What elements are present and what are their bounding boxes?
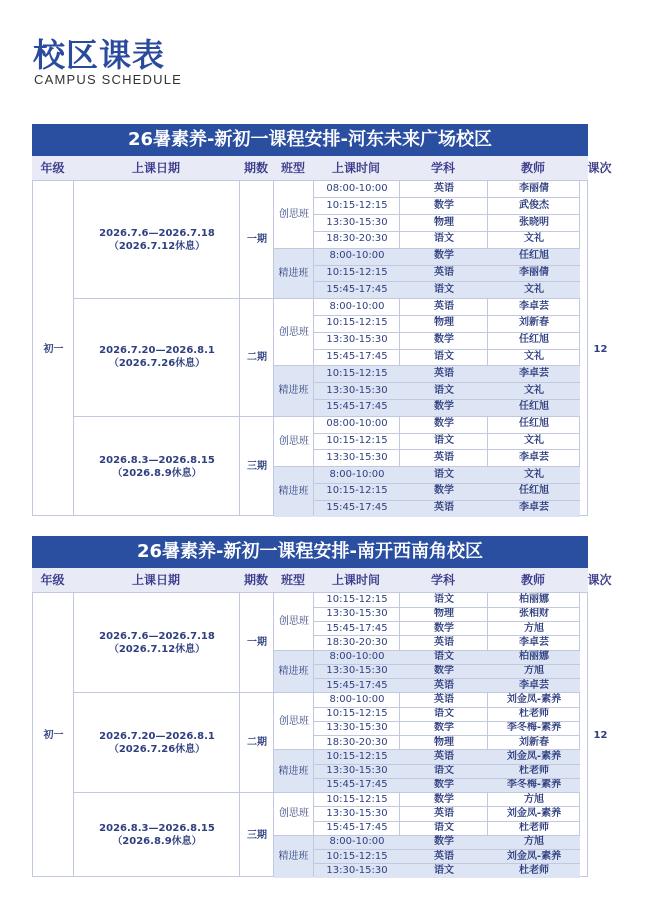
teacher: 李卓芸 [519, 502, 549, 514]
row-divider [314, 635, 580, 636]
class-type-cell: 精进班 [274, 467, 313, 517]
class-time: 13:30-15:30 [326, 722, 388, 734]
subject: 英语 [434, 183, 454, 194]
column-header: 年级 [40, 573, 65, 587]
teacher: 杜老师 [519, 765, 549, 776]
schedule-table [32, 536, 612, 877]
teacher: 杜老师 [519, 864, 549, 876]
class-time: 13:30-15:30 [326, 384, 388, 396]
column-header: 期数 [243, 573, 268, 587]
class-time: 15:45-17:45 [326, 283, 388, 295]
subject: 语文 [434, 651, 454, 662]
teacher: 刘金凤-素养 [506, 850, 562, 862]
lesson-count-cell: 12 [593, 730, 608, 741]
subject: 语文 [434, 233, 454, 245]
class-time: 13:30-15:30 [326, 864, 388, 876]
period-name-cell: 一期 [247, 234, 267, 246]
row-divider [314, 764, 580, 765]
subject: 数学 [434, 250, 454, 262]
subject: 英语 [434, 267, 454, 278]
teacher: 杜老师 [519, 708, 549, 719]
subject: 英语 [434, 679, 454, 691]
teacher: 方旭 [524, 622, 544, 634]
subject: 英语 [434, 636, 454, 648]
class-type-cell: 精进班 [274, 750, 313, 793]
row-divider [314, 349, 580, 350]
teacher: 方旭 [524, 836, 544, 848]
row-divider [314, 778, 580, 779]
class-type-cell: 精进班 [274, 366, 313, 416]
class-type-cell: 创思班 [279, 209, 309, 221]
period-name-cell: 二期 [247, 351, 267, 363]
schedule-title: 26暑素养-新初一课程安排-河东未来广场校区 [32, 124, 588, 156]
row-divider [314, 315, 580, 316]
period-dates-cell [74, 793, 240, 879]
subject: 数学 [434, 665, 454, 677]
row-divider [314, 849, 580, 850]
period-dates-cell [74, 593, 240, 693]
column-header: 学科 [430, 573, 455, 587]
subject: 物理 [434, 608, 454, 620]
teacher: 李丽倩 [519, 267, 549, 278]
row-divider [314, 231, 580, 232]
period-rest-day: （2026.7.26休息） [108, 358, 206, 370]
teacher: 李卓芸 [519, 679, 549, 691]
class-type-cell: 创思班 [279, 808, 309, 820]
class-time: 10:15-12:15 [326, 850, 388, 862]
subject: 英语 [434, 850, 454, 862]
row-divider [314, 707, 580, 708]
period-dates: 2026.7.20—2026.8.1 [99, 345, 215, 357]
teacher: 方旭 [524, 665, 544, 677]
row-divider [314, 621, 580, 622]
row-divider [314, 382, 580, 383]
subject: 英语 [434, 807, 454, 819]
class-type-cell: 创思班 [279, 326, 309, 338]
column-header: 班型 [280, 573, 305, 587]
subject: 英语 [434, 502, 454, 514]
row-divider [314, 433, 580, 434]
column-header: 上课日期 [131, 573, 180, 587]
class-time: 10:15-12:15 [326, 199, 388, 211]
column-header: 上课日期 [131, 161, 180, 175]
row-divider [314, 197, 580, 198]
lesson-count-cell: 12 [593, 343, 608, 355]
teacher: 文礼 [524, 351, 544, 362]
subject: 语文 [434, 351, 454, 362]
class-time: 10:15-12:15 [326, 367, 388, 379]
class-time: 8:00-10:00 [329, 836, 385, 848]
row-divider [314, 806, 580, 807]
subject: 数学 [434, 199, 454, 211]
teacher: 文礼 [524, 233, 544, 245]
subject: 数学 [434, 793, 454, 805]
class-time: 15:45-17:45 [326, 401, 388, 413]
subject: 语文 [434, 765, 454, 776]
subject: 物理 [434, 216, 454, 228]
teacher: 刘金凤-素养 [506, 750, 562, 762]
subject: 数学 [434, 334, 454, 346]
row-divider [314, 821, 580, 822]
page-subtitle: CAMPUS SCHEDULE [34, 72, 183, 87]
period-dates: 2026.7.6—2026.7.18 [99, 630, 215, 642]
row-divider [314, 449, 580, 450]
row-divider [314, 500, 580, 501]
period-rest-day: （2026.7.12休息） [108, 643, 206, 655]
class-type-cell: 创思班 [279, 435, 309, 447]
teacher: 刘金凤-素养 [506, 807, 562, 819]
period-dates-cell [74, 181, 240, 299]
teacher: 刘新春 [519, 736, 549, 748]
teacher: 文礼 [524, 468, 544, 480]
subject: 语文 [434, 384, 454, 396]
subject: 英语 [434, 367, 454, 379]
table-header [32, 568, 612, 592]
class-time: 8:00-10:00 [329, 300, 385, 312]
grade-cell: 初一 [43, 343, 64, 355]
teacher: 文礼 [524, 435, 544, 446]
teacher: 杜老师 [519, 822, 549, 833]
subject: 数学 [434, 836, 454, 848]
class-time: 13:30-15:30 [326, 765, 388, 776]
subject: 语文 [434, 708, 454, 719]
period-rest-day: （2026.7.26休息） [108, 743, 206, 755]
period-name-cell: 三期 [247, 461, 267, 473]
subject: 语文 [434, 283, 454, 295]
column-header: 上课时间 [331, 573, 380, 587]
class-time: 15:45-17:45 [326, 622, 388, 634]
subject: 英语 [434, 693, 454, 705]
subject: 物理 [434, 317, 454, 329]
class-time: 10:15-12:15 [326, 267, 388, 278]
subject: 语文 [434, 864, 454, 876]
column-header: 年级 [40, 161, 65, 175]
subject: 数学 [434, 485, 454, 497]
class-time: 18:30-20:30 [326, 636, 388, 648]
period-dates: 2026.7.20—2026.8.1 [99, 730, 215, 742]
teacher: 任红旭 [519, 334, 549, 346]
table-header [32, 156, 612, 180]
class-time: 18:30-20:30 [326, 736, 388, 748]
subject: 语文 [434, 435, 454, 446]
class-time: 13:30-15:30 [326, 807, 388, 819]
class-time: 8:00-10:00 [329, 693, 385, 705]
teacher: 柏丽娜 [519, 651, 549, 662]
column-header: 班型 [280, 161, 305, 175]
class-time: 8:00-10:00 [329, 250, 385, 262]
class-time: 13:30-15:30 [326, 216, 388, 228]
teacher: 李冬梅-素养 [506, 722, 562, 734]
teacher: 刘新春 [519, 317, 549, 329]
class-time: 13:30-15:30 [326, 334, 388, 346]
period-dates: 2026.8.3—2026.8.15 [99, 454, 215, 466]
schedule-table [32, 124, 612, 516]
class-time: 8:00-10:00 [329, 651, 385, 662]
row-divider [314, 721, 580, 722]
subject: 语文 [434, 822, 454, 833]
table-body [32, 180, 608, 516]
subject: 语文 [434, 594, 454, 605]
class-type-cell: 创思班 [279, 616, 309, 627]
row-divider [314, 265, 580, 266]
class-time: 15:45-17:45 [326, 351, 388, 362]
class-time: 10:15-12:15 [326, 594, 388, 605]
subject: 数学 [434, 622, 454, 634]
teacher: 武俊杰 [519, 199, 549, 211]
class-time: 13:30-15:30 [326, 451, 388, 463]
teacher: 文礼 [524, 384, 544, 396]
class-type-cell: 创思班 [279, 715, 309, 727]
period-rest-day: （2026.8.9休息） [112, 836, 202, 848]
period-dates-cell [74, 693, 240, 793]
row-divider [314, 399, 580, 400]
column-header: 上课时间 [331, 161, 380, 175]
class-time: 15:45-17:45 [326, 822, 388, 833]
class-time: 08:00-10:00 [326, 418, 388, 430]
row-divider [314, 332, 580, 333]
teacher: 任红旭 [519, 418, 549, 430]
period-dates-cell [74, 416, 240, 517]
teacher: 张相财 [519, 608, 549, 620]
row-divider [314, 281, 580, 282]
teacher: 李卓芸 [519, 636, 549, 648]
class-time: 15:45-17:45 [326, 502, 388, 514]
period-name-cell: 三期 [247, 829, 267, 841]
subject: 英语 [434, 300, 454, 312]
table-body [32, 592, 608, 877]
column-header: 课次 [587, 161, 612, 175]
period-dates: 2026.8.3—2026.8.15 [99, 823, 215, 835]
teacher: 任红旭 [519, 485, 549, 497]
row-divider [314, 735, 580, 736]
teacher: 文礼 [524, 283, 544, 295]
teacher: 李丽倩 [519, 183, 549, 194]
period-name-cell: 一期 [247, 637, 267, 649]
grade-cell: 初一 [43, 730, 64, 741]
class-time: 18:30-20:30 [326, 233, 388, 245]
column-header: 课次 [587, 573, 612, 587]
period-dates: 2026.7.6—2026.7.18 [99, 227, 215, 239]
class-time: 10:15-12:15 [326, 435, 388, 446]
subject: 英语 [434, 451, 454, 463]
teacher: 张晓明 [519, 216, 549, 228]
class-type-cell: 精进班 [274, 248, 313, 298]
row-divider [314, 483, 580, 484]
class-time: 15:45-17:45 [326, 779, 388, 791]
class-type-cell: 精进班 [274, 650, 313, 693]
class-time: 10:15-12:15 [326, 708, 388, 719]
class-time: 15:45-17:45 [326, 679, 388, 691]
column-header: 期数 [243, 161, 268, 175]
subject: 语文 [434, 468, 454, 480]
class-time: 10:15-12:15 [326, 485, 388, 497]
teacher: 方旭 [524, 793, 544, 805]
subject: 物理 [434, 736, 454, 748]
page-title: 校区课表 [33, 36, 166, 74]
teacher: 任红旭 [519, 250, 549, 262]
class-time: 08:00-10:00 [326, 183, 388, 194]
column-header: 教师 [520, 161, 545, 175]
teacher: 李冬梅-素养 [506, 779, 562, 791]
teacher: 李卓芸 [519, 300, 549, 312]
class-time: 13:30-15:30 [326, 665, 388, 677]
class-time: 10:15-12:15 [326, 750, 388, 762]
teacher: 刘金凤-素养 [506, 693, 562, 705]
subject: 数学 [434, 401, 454, 413]
class-time: 13:30-15:30 [326, 608, 388, 620]
row-divider [314, 863, 580, 864]
class-type-cell: 精进班 [274, 835, 313, 878]
subject: 英语 [434, 750, 454, 762]
period-rest-day: （2026.7.12休息） [108, 240, 206, 252]
period-dates-cell [74, 299, 240, 417]
teacher: 任红旭 [519, 401, 549, 413]
column-header: 教师 [520, 573, 545, 587]
teacher: 李卓芸 [519, 367, 549, 379]
period-rest-day: （2026.8.9休息） [112, 467, 202, 479]
subject: 数学 [434, 722, 454, 734]
class-time: 8:00-10:00 [329, 468, 385, 480]
schedule-title: 26暑素养-新初一课程安排-南开西南角校区 [32, 536, 588, 568]
subject: 数学 [434, 779, 454, 791]
row-divider [314, 678, 580, 679]
row-divider [314, 607, 580, 608]
period-name-cell: 二期 [247, 737, 267, 749]
class-time: 10:15-12:15 [326, 317, 388, 329]
teacher: 李卓芸 [519, 451, 549, 463]
column-header: 学科 [430, 161, 455, 175]
subject: 数学 [434, 418, 454, 430]
row-divider [314, 664, 580, 665]
class-time: 10:15-12:15 [326, 793, 388, 805]
row-divider [314, 214, 580, 215]
teacher: 柏丽娜 [519, 594, 549, 605]
